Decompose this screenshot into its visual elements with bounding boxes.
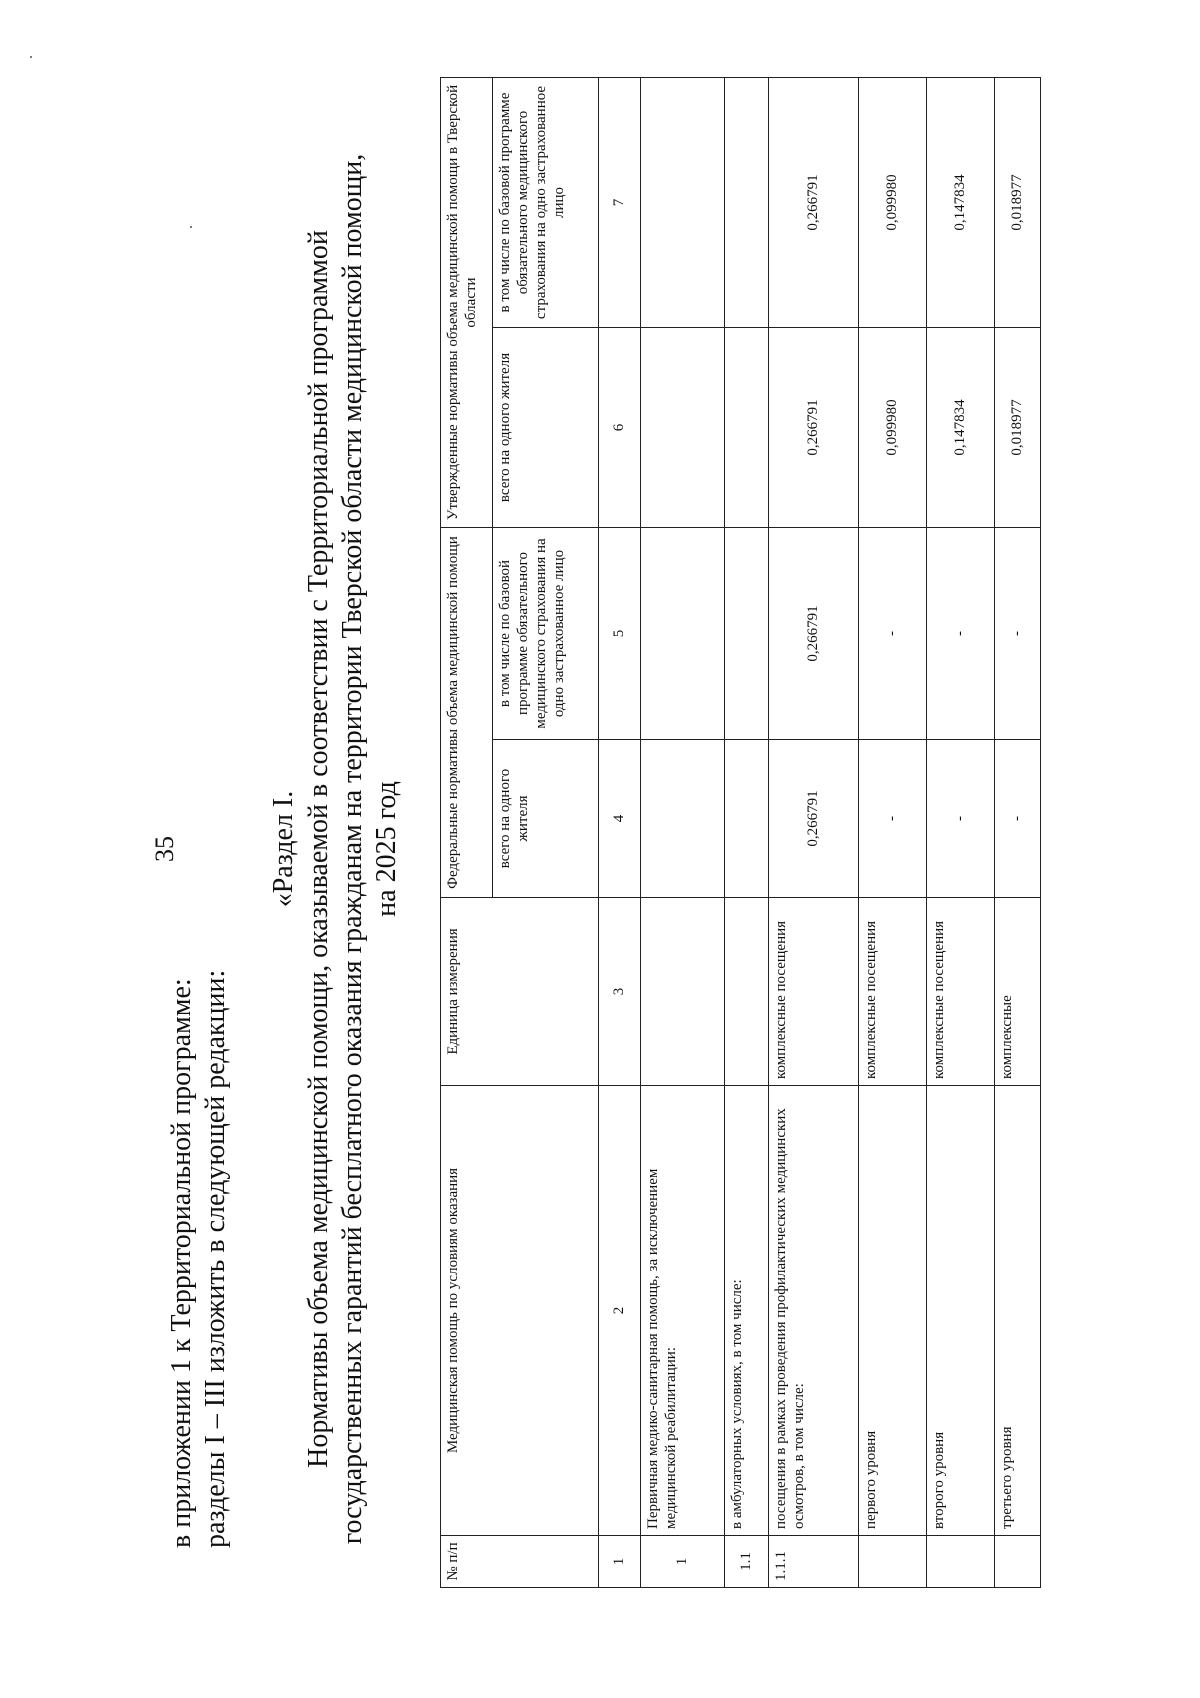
row-num	[927, 1536, 995, 1588]
row-num: 1	[641, 1536, 725, 1588]
row-type: в амбулаторных условиях, в том числе:	[725, 1086, 769, 1536]
row-num: 1.1.1	[769, 1536, 859, 1588]
row-fed-total: -	[995, 740, 1041, 898]
column-number: 5	[599, 528, 641, 740]
row-fed-oms: -	[995, 528, 1041, 740]
intro-line-1: в приложении 1 к Территориальной программе:	[166, 978, 197, 1548]
header-tver-group: Утвержденные нормативы объема медицинской помощи в Тверской области	[441, 77, 493, 527]
column-number: 1	[599, 1536, 641, 1588]
row-unit	[641, 898, 725, 1086]
row-unit	[725, 898, 769, 1086]
table-row	[641, 77, 725, 1587]
table-row	[995, 77, 1041, 1587]
row-fed-oms: 0,266791	[769, 528, 859, 740]
section-heading-line-3: на 2025 год	[371, 781, 402, 917]
column-number: 4	[599, 740, 641, 898]
column-number-row	[599, 77, 641, 1587]
row-fed-total	[641, 740, 725, 898]
table-row	[859, 77, 927, 1587]
row-num	[995, 1536, 1041, 1588]
row-type: первого уровня	[859, 1086, 927, 1536]
row-fed-total: -	[859, 740, 927, 898]
header-unit: Единица измерения	[441, 898, 599, 1086]
row-unit: комплексные	[995, 898, 1041, 1086]
row-tver-oms	[641, 77, 725, 327]
header-federal-group: Федеральные нормативы объема медицинской помощи	[441, 528, 493, 898]
row-type: второго уровня	[927, 1086, 995, 1536]
row-tver-total: 0,266791	[769, 328, 859, 528]
header-type: Медицинская помощь по условиям оказания	[441, 1086, 599, 1536]
row-fed-oms	[725, 528, 769, 740]
table-row	[769, 77, 859, 1587]
page-number: 35	[150, 836, 179, 862]
column-number: 2	[599, 1086, 641, 1536]
row-tver-total: 0,147834	[927, 328, 995, 528]
row-fed-oms: -	[927, 528, 995, 740]
row-tver-total: 0,099980	[859, 328, 927, 528]
norms-table	[440, 77, 1041, 1588]
section-title: «Раздел I.	[268, 790, 299, 908]
row-type: третьего уровня	[995, 1086, 1041, 1536]
row-tver-total	[641, 328, 725, 528]
table-row	[927, 77, 995, 1587]
row-tver-oms: 0,147834	[927, 77, 995, 327]
header-tver-oms: в том числе по базовой программе обязательного медицинского страхования на одно застрахованное лицо	[493, 77, 599, 327]
row-tver-oms: 0,018977	[995, 77, 1041, 327]
row-unit: комплексные посещения	[859, 898, 927, 1086]
row-fed-total: 0,266791	[769, 740, 859, 898]
column-number: 3	[599, 898, 641, 1086]
row-tver-oms: 0,099980	[859, 77, 927, 327]
row-fed-oms: -	[859, 528, 927, 740]
row-unit: комплексные посещения	[927, 898, 995, 1086]
intro-line-2: разделы I – III изложить в следующей редакции:	[200, 969, 231, 1548]
scan-speck	[30, 56, 32, 58]
row-fed-total	[725, 740, 769, 898]
row-unit: комплексные посещения	[769, 898, 859, 1086]
section-heading-line-1: Нормативы объема медицинской помощи, оказываемой в соответствии с Территориальной программой	[303, 230, 334, 1468]
row-tver-oms	[725, 77, 769, 327]
section-heading-line-2: государственных гарантий бесплатного оказания гражданам на территории Тверской области медицинской помощи,	[337, 153, 368, 1545]
row-type: посещения в рамках проведения профилактических медицинских осмотров, в том числе:	[769, 1086, 859, 1536]
row-tver-total: 0,018977	[995, 328, 1041, 528]
column-number: 6	[599, 328, 641, 528]
header-federal-total: всего на одного жителя	[493, 740, 599, 898]
table-row	[725, 77, 769, 1587]
header-federal-oms: в том числе по базовой программе обязательного медицинского страхования на одно застрахованное лицо	[493, 528, 599, 740]
scan-speck	[190, 226, 192, 228]
row-num: 1.1	[725, 1536, 769, 1588]
row-num	[859, 1536, 927, 1588]
column-number: 7	[599, 77, 641, 327]
row-tver-total	[725, 328, 769, 528]
header-num: № п/п	[441, 1536, 599, 1588]
row-fed-total: -	[927, 740, 995, 898]
row-fed-oms	[641, 528, 725, 740]
row-tver-oms: 0,266791	[769, 77, 859, 327]
header-tver-total: всего на одного жителя	[493, 328, 599, 528]
row-type: Первичная медико-санитарная помощь, за исключением медицинской реабилитации:	[641, 1086, 725, 1536]
